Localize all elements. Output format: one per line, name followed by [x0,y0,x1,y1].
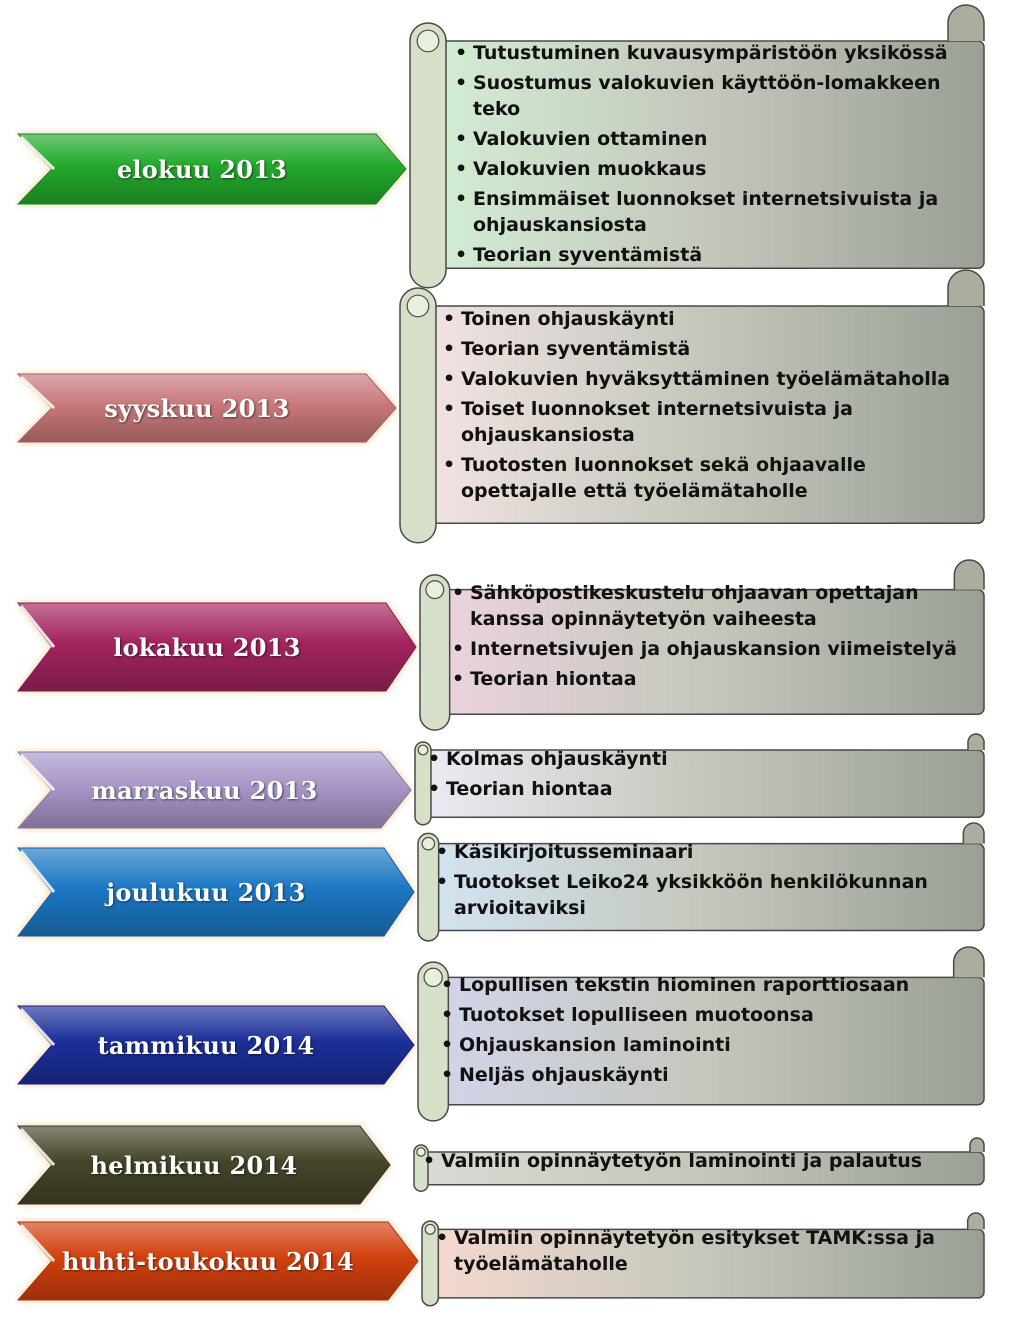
task-text: Teorian hiontaa [470,668,637,690]
task-scroll [412,1138,990,1196]
task-item [455,70,975,122]
task-item [455,40,975,66]
bullet-icon: • [452,638,465,660]
period-arrow [18,1006,414,1084]
period-label: lokakuu 2013 [113,632,301,662]
bullet-icon: • [423,1150,436,1172]
task-item [455,156,975,182]
scroll-curl [425,1224,435,1234]
task-text: Teorian syventämistä [473,244,703,266]
task-item [443,396,963,448]
task-scroll [416,823,990,947]
period-label: joulukuu 2013 [106,877,306,907]
scroll-curl [417,30,439,52]
bullet-icon: • [443,398,456,420]
task-item [455,126,975,152]
bullet-icon: • [441,974,454,996]
task-text: Valmiin opinnäytetyön laminointi ja palautus [441,1150,923,1172]
task-item [455,186,975,238]
scroll-left-roll [410,23,446,288]
period-arrow [18,848,414,936]
bullet-icon: • [455,158,468,180]
task-text: Suostumus valokuvien käyttöön-lomakkeen teko [473,72,941,120]
bullet-icon: • [436,1227,449,1249]
task-item [443,452,963,504]
task-item [436,869,966,921]
task-list [436,1225,966,1281]
bullet-icon: • [455,188,468,210]
task-text: Valokuvien ottaminen [473,128,708,150]
task-text: Valmiin opinnäytetyön esitykset TAMK:ssa ja työelämätaholle [454,1227,935,1275]
task-list [452,580,972,696]
task-text: Internetsivujen ja ohjauskansion viimeistelyä [470,638,958,660]
task-list [455,40,975,272]
task-text: Tuotosten luonnokset sekä ohjaavalle opettajalle että työelämätaholle [461,454,866,502]
scroll-right-roll [968,1213,984,1229]
bullet-icon: • [455,244,468,266]
task-item [452,580,972,632]
scroll-right-roll [963,823,984,844]
task-text: Valokuvien muokkaus [473,158,707,180]
task-item [436,1225,966,1277]
task-item [428,746,968,772]
task-item [443,306,963,332]
bullet-icon: • [455,128,468,150]
task-item [441,972,971,998]
task-text: Tuotokset lopulliseen muotoonsa [459,1004,814,1026]
bullet-icon: • [452,668,465,690]
bullet-icon: • [443,454,456,476]
task-list [436,839,966,925]
bullet-icon: • [436,871,449,893]
bullet-icon: • [455,42,468,64]
task-scroll [420,1213,990,1311]
task-scroll [408,5,990,297]
task-text: Valokuvien hyväksyttäminen työelämätaholla [461,368,951,390]
bullet-icon: • [443,308,456,330]
scroll-right-roll [968,734,984,750]
period-label: helmikuu 2014 [90,1150,298,1180]
period-arrow [18,1222,418,1300]
scroll-curl [422,837,434,849]
scroll-curl [407,295,429,317]
task-scroll [418,560,990,738]
task-item [441,1002,971,1028]
scroll-right-roll [948,5,984,41]
task-text: Lopullisen tekstin hiominen raporttiosaan [459,974,910,996]
bullet-icon: • [452,582,465,604]
scroll-curl [418,745,428,755]
task-text: Toinen ohjauskäynti [461,308,675,330]
scroll-right-roll [948,270,984,306]
task-item [443,366,963,392]
task-text: Tuotokset Leiko24 yksikköön henkilökunnan arvioitaviksi [454,871,928,919]
task-item [436,839,966,865]
task-text: Käsikirjoitusseminaari [454,841,694,863]
period-label: elokuu 2013 [116,154,288,184]
scroll-curl [426,581,444,599]
scroll-right-roll [970,1138,984,1152]
task-item [452,666,972,692]
task-list [428,746,968,806]
bullet-icon: • [428,748,441,770]
scroll-left-roll [400,288,436,543]
bullet-icon: • [441,1064,454,1086]
bullet-icon: • [443,338,456,360]
task-item [452,636,972,662]
task-list [441,972,971,1092]
bullet-icon: • [455,72,468,94]
period-arrow [18,752,411,828]
period-arrow [18,603,416,691]
period-label: syyskuu 2013 [104,393,290,423]
task-text: Ensimmäiset luonnokset internetsivuista ja ohjauskansiosta [473,188,939,236]
bullet-icon: • [441,1034,454,1056]
task-scroll [416,947,990,1129]
task-text: Neljäs ohjauskäynti [459,1064,669,1086]
bullet-icon: • [443,368,456,390]
task-item [443,336,963,362]
task-text: Sähköpostikeskustelu ohjaavan opettajan kanssa opinnäytetyön vaiheesta [470,582,919,630]
period-arrow [18,1126,390,1204]
task-item [441,1062,971,1088]
task-scroll [398,270,990,552]
task-item [441,1032,971,1058]
period-label: marraskuu 2013 [91,775,318,805]
task-text: Toiset luonnokset internetsivuista ja ohjauskansiosta [461,398,853,446]
task-text: Ohjauskansion laminointi [459,1034,731,1056]
period-arrow [18,134,406,204]
bullet-icon: • [436,841,449,863]
task-list [423,1148,963,1178]
period-label: tammikuu 2014 [97,1030,315,1060]
task-text: Teorian syventämistä [461,338,691,360]
task-list [443,306,963,508]
task-text: Tutustuminen kuvausympäristöön yksikössä [473,42,948,64]
bullet-icon: • [441,1004,454,1026]
task-scroll [413,734,990,830]
task-item [423,1148,963,1174]
task-item [428,776,968,802]
period-arrow [18,374,396,442]
period-label: huhti-toukokuu 2014 [61,1246,355,1276]
task-item [455,242,975,268]
task-text: Teorian hiontaa [446,778,613,800]
bullet-icon: • [428,778,441,800]
scroll-curl [424,968,442,986]
task-text: Kolmas ohjauskäynti [446,748,668,770]
